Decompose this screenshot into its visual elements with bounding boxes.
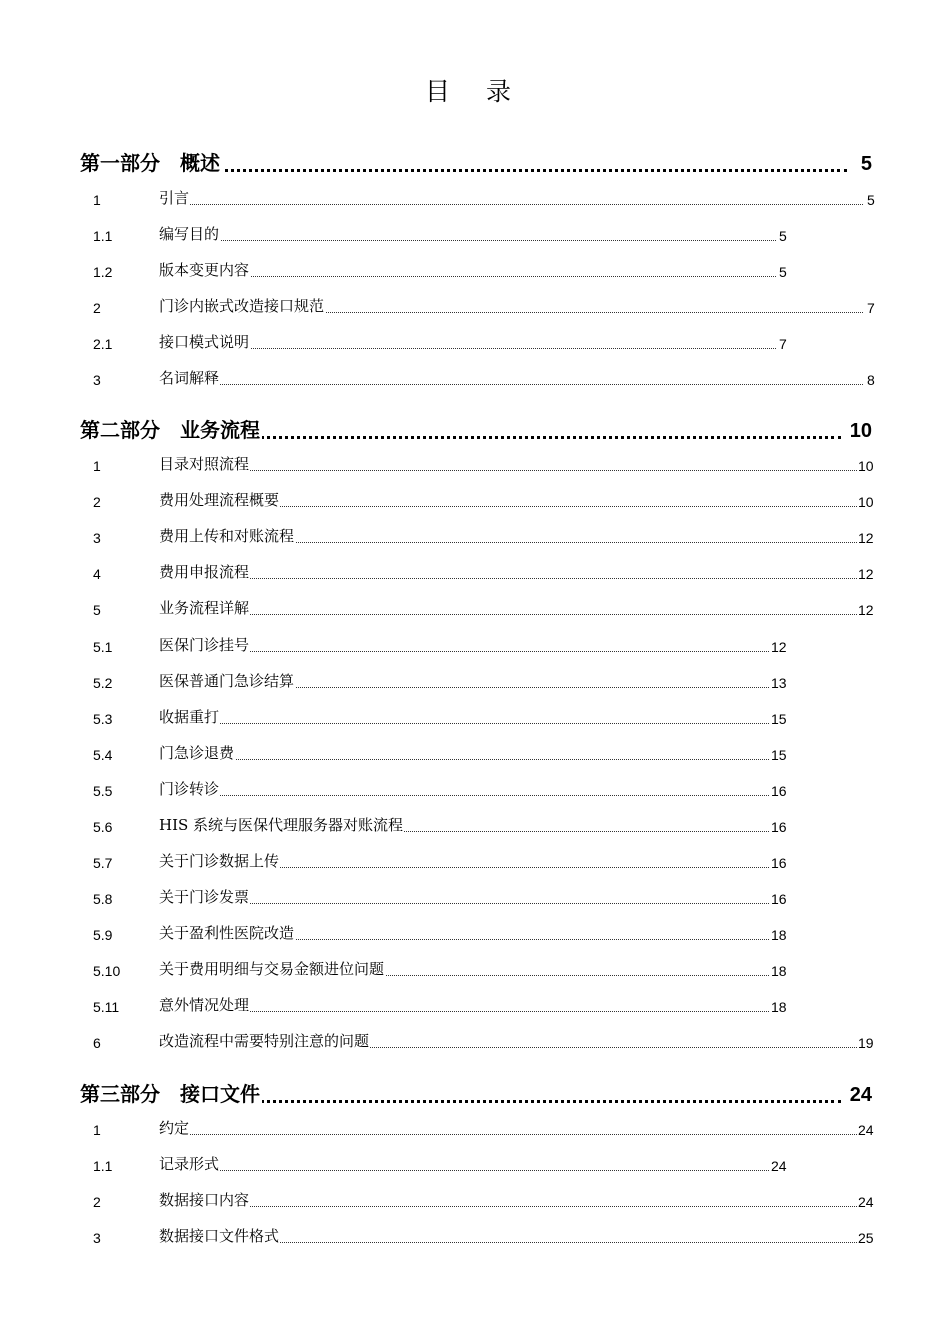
entry-page-number: 7 <box>867 300 875 316</box>
entry-label: 版本变更内容 <box>159 261 250 279</box>
entry-number: 5 <box>93 602 101 618</box>
part-page-number: 10 <box>847 420 872 443</box>
entry-number: 3 <box>93 1230 101 1246</box>
entry-page-number: 5 <box>867 192 875 208</box>
entry-number: 1.2 <box>93 264 113 280</box>
dot-leader <box>159 614 857 615</box>
entry-number: 2 <box>93 494 101 510</box>
entry-label: 意外情况处理 <box>159 996 250 1014</box>
dot-leader <box>159 651 771 652</box>
entry-page-number: 18 <box>771 999 787 1015</box>
toc-part-heading[interactable] <box>80 148 875 178</box>
entry-page-number: 16 <box>771 783 787 799</box>
entry-label: 关于费用明细与交易金额进位问题 <box>159 960 385 978</box>
entry-label: 费用处理流程概要 <box>159 491 280 509</box>
entry-page-number: 5 <box>779 228 787 244</box>
entry-page-number: 24 <box>771 1158 787 1174</box>
entry-label: 数据接口内容 <box>159 1191 250 1209</box>
entry-page-number: 19 <box>858 1035 874 1051</box>
entry-page-number: 15 <box>771 747 787 763</box>
entry-number: 2 <box>93 300 101 316</box>
entry-number: 1.1 <box>93 1158 113 1174</box>
entry-page-number: 12 <box>858 602 874 618</box>
entry-label: 收据重打 <box>159 708 220 726</box>
entry-page-number: 12 <box>771 639 787 655</box>
entry-number: 5.2 <box>93 675 113 691</box>
entry-number: 5.6 <box>93 819 113 835</box>
dot-leader <box>159 1011 771 1012</box>
entry-page-number: 18 <box>771 927 787 943</box>
dot-leader <box>159 204 863 205</box>
dot-leader <box>159 348 776 349</box>
entry-number: 5.7 <box>93 855 113 871</box>
entry-label: 医保门诊挂号 <box>159 636 250 654</box>
entry-label: 目录对照流程 <box>159 455 250 473</box>
entry-page-number: 18 <box>771 963 787 979</box>
entry-number: 5.10 <box>93 963 121 979</box>
dot-leader <box>159 384 863 385</box>
entry-page-number: 12 <box>858 566 874 582</box>
dot-leader <box>159 470 857 471</box>
part-label: 第三部分 接口文件 <box>80 1078 262 1107</box>
entry-number: 3 <box>93 530 101 546</box>
entry-label: 门急诊退费 <box>159 744 235 762</box>
entry-label: 关于门诊数据上传 <box>159 852 280 870</box>
dot-leader <box>159 240 776 241</box>
entry-page-number: 10 <box>858 494 874 510</box>
dot-leader <box>159 1170 771 1171</box>
entry-label: 业务流程详解 <box>159 599 250 617</box>
entry-number: 5.3 <box>93 711 113 727</box>
dot-leader <box>159 759 771 760</box>
entry-number: 6 <box>93 1035 101 1051</box>
entry-label: 记录形式 <box>159 1155 220 1173</box>
entry-page-number: 16 <box>771 891 787 907</box>
page-title: 目 录 <box>425 77 525 106</box>
entry-page-number: 15 <box>771 711 787 727</box>
entry-number: 1 <box>93 458 101 474</box>
entry-number: 5.4 <box>93 747 113 763</box>
entry-page-number: 12 <box>858 530 874 546</box>
entry-number: 5.1 <box>93 639 113 655</box>
entry-number: 1.1 <box>93 228 113 244</box>
entry-number: 2 <box>93 1194 101 1210</box>
entry-page-number: 24 <box>858 1194 874 1210</box>
entry-page-number: 7 <box>779 336 787 352</box>
entry-page-number: 5 <box>779 264 787 280</box>
entry-label: 医保普通门急诊结算 <box>159 672 295 690</box>
dot-leader <box>159 578 857 579</box>
entry-label: 约定 <box>159 1119 190 1137</box>
entry-label: 接口模式说明 <box>159 333 250 351</box>
entry-label: 引言 <box>159 189 190 207</box>
dot-leader <box>159 795 771 796</box>
entry-label: 费用上传和对账流程 <box>159 527 295 545</box>
dot-leader <box>159 903 771 904</box>
entry-number: 4 <box>93 566 101 582</box>
entry-label: 费用申报流程 <box>159 563 250 581</box>
entry-label: 数据接口文件格式 <box>159 1227 280 1245</box>
entry-page-number: 10 <box>858 458 874 474</box>
part-page-number: 5 <box>858 153 872 176</box>
entry-label: 改造流程中需要特别注意的问题 <box>159 1032 370 1050</box>
entry-page-number: 13 <box>771 675 787 691</box>
entry-page-number: 24 <box>858 1122 874 1138</box>
entry-page-number: 16 <box>771 819 787 835</box>
toc-part-heading[interactable] <box>80 415 875 445</box>
entry-label: 编写目的 <box>159 225 220 243</box>
entry-number: 5.11 <box>93 999 120 1015</box>
entry-label: 关于门诊发票 <box>159 888 250 906</box>
entry-label: 门诊内嵌式改造接口规范 <box>159 297 325 315</box>
toc-part-heading[interactable] <box>80 1079 875 1109</box>
entry-page-number: 25 <box>858 1230 874 1246</box>
part-page-number: 24 <box>847 1084 872 1107</box>
entry-label: 关于盈利性医院改造 <box>159 924 295 942</box>
entry-label: 名词解释 <box>159 369 220 387</box>
entry-number: 5.9 <box>93 927 113 943</box>
entry-number: 5.5 <box>93 783 113 799</box>
part-label: 第一部分 概述 <box>80 147 222 176</box>
entry-number: 1 <box>93 1122 101 1138</box>
dot-leader <box>159 1134 857 1135</box>
dot-leader <box>159 276 776 277</box>
entry-page-number: 8 <box>867 372 875 388</box>
dot-leader <box>159 723 771 724</box>
entry-number: 1 <box>93 192 101 208</box>
entry-number: 3 <box>93 372 101 388</box>
entry-label: 门诊转诊 <box>159 780 220 798</box>
entry-label: HIS 系统与医保代理服务器对账流程 <box>159 816 404 834</box>
entry-page-number: 16 <box>771 855 787 871</box>
dot-leader <box>159 1206 857 1207</box>
entry-number: 5.8 <box>93 891 113 907</box>
part-label: 第二部分 业务流程 <box>80 414 262 443</box>
entry-number: 2.1 <box>93 336 113 352</box>
